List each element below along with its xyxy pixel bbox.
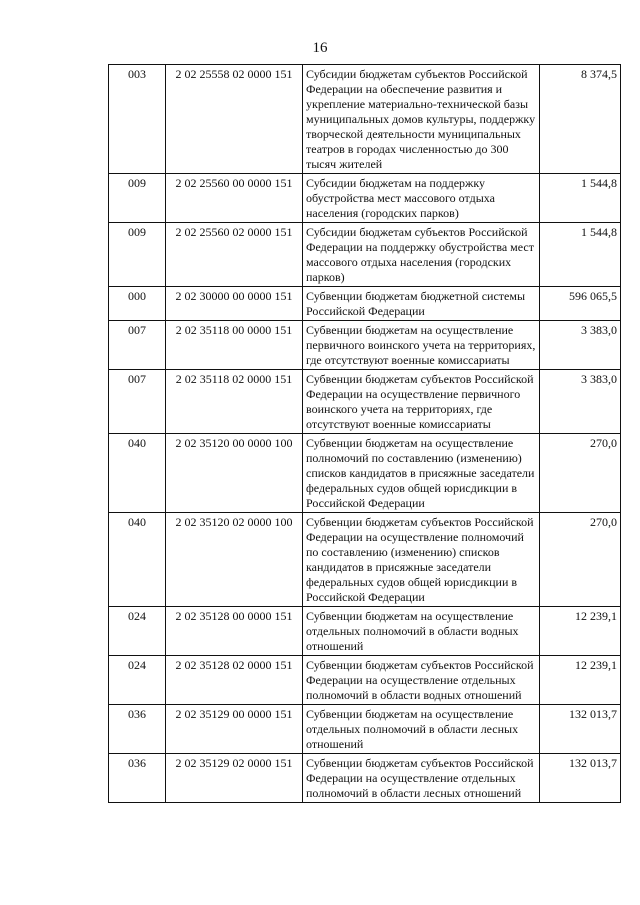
amount-cell: 3 383,0 bbox=[540, 370, 621, 434]
classification-code-cell: 2 02 35118 00 0000 151 bbox=[166, 321, 303, 370]
item-name-cell: Субвенции бюджетам на осуществление первичного воинского учета на территориях, где отсутствуют военные комиссариаты bbox=[303, 321, 540, 370]
table-row bbox=[109, 705, 621, 754]
classification-code-cell: 2 02 35128 02 0000 151 bbox=[166, 656, 303, 705]
amount-cell: 132 013,7 bbox=[540, 754, 621, 803]
amount-cell: 132 013,7 bbox=[540, 705, 621, 754]
item-name-cell: Субвенции бюджетам субъектов Российской Федерации на осуществление полномочий по составлению (изменению) списков кандидатов в присяжные заседатели федеральных судов общей юрисдикции в Российской Федерации bbox=[303, 513, 540, 607]
classification-code-cell: 2 02 25558 02 0000 151 bbox=[166, 65, 303, 174]
table-row bbox=[109, 174, 621, 223]
admin-code-cell: 024 bbox=[109, 656, 166, 705]
table-row bbox=[109, 513, 621, 607]
amount-cell: 596 065,5 bbox=[540, 287, 621, 321]
admin-code-cell: 009 bbox=[109, 174, 166, 223]
table-row bbox=[109, 65, 621, 174]
item-name-cell: Субвенции бюджетам субъектов Российской Федерации на осуществление первичного воинского учета на территориях, где отсутствуют военные комиссариаты bbox=[303, 370, 540, 434]
item-name-cell: Субвенции бюджетам бюджетной системы Российской Федерации bbox=[303, 287, 540, 321]
admin-code-cell: 007 bbox=[109, 370, 166, 434]
classification-code-cell: 2 02 25560 00 0000 151 bbox=[166, 174, 303, 223]
admin-code-cell: 009 bbox=[109, 223, 166, 287]
table-row bbox=[109, 656, 621, 705]
amount-cell: 270,0 bbox=[540, 434, 621, 513]
classification-code-cell: 2 02 35128 00 0000 151 bbox=[166, 607, 303, 656]
amount-cell: 1 544,8 bbox=[540, 223, 621, 287]
table-row bbox=[109, 223, 621, 287]
amount-cell: 270,0 bbox=[540, 513, 621, 607]
item-name-cell: Субвенции бюджетам субъектов Российской Федерации на осуществление отдельных полномочий в области лесных отношений bbox=[303, 754, 540, 803]
amount-cell: 3 383,0 bbox=[540, 321, 621, 370]
item-name-cell: Субсидии бюджетам субъектов Российской Федерации на обеспечение развития и укрепление материально-технической базы муниципальных домов культуры, поддержку творческой деятельности муниципальных театров в городах численностью до 300 тысяч жителей bbox=[303, 65, 540, 174]
admin-code-cell: 040 bbox=[109, 513, 166, 607]
classification-code-cell: 2 02 30000 00 0000 151 bbox=[166, 287, 303, 321]
admin-code-cell: 036 bbox=[109, 754, 166, 803]
amount-cell: 12 239,1 bbox=[540, 656, 621, 705]
item-name-cell: Субсидии бюджетам субъектов Российской Федерации на поддержку обустройства мест массового отдыха населения (городских парков) bbox=[303, 223, 540, 287]
item-name-cell: Субвенции бюджетам субъектов Российской Федерации на осуществление отдельных полномочий в области водных отношений bbox=[303, 656, 540, 705]
item-name-cell: Субвенции бюджетам на осуществление полномочий по составлению (изменению) списков кандидатов в присяжные заседатели федеральных судов общей юрисдикции в Российской Федерации bbox=[303, 434, 540, 513]
admin-code-cell: 000 bbox=[109, 287, 166, 321]
table-row bbox=[109, 321, 621, 370]
classification-code-cell: 2 02 35120 02 0000 100 bbox=[166, 513, 303, 607]
item-name-cell: Субсидии бюджетам на поддержку обустройства мест массового отдыха населения (городских парков) bbox=[303, 174, 540, 223]
table-row bbox=[109, 607, 621, 656]
classification-code-cell: 2 02 25560 02 0000 151 bbox=[166, 223, 303, 287]
table-row bbox=[109, 370, 621, 434]
classification-code-cell: 2 02 35129 02 0000 151 bbox=[166, 754, 303, 803]
classification-code-cell: 2 02 35129 00 0000 151 bbox=[166, 705, 303, 754]
budget-table bbox=[108, 64, 621, 803]
table-row bbox=[109, 434, 621, 513]
amount-cell: 12 239,1 bbox=[540, 607, 621, 656]
budget-table-body bbox=[109, 65, 621, 803]
admin-code-cell: 007 bbox=[109, 321, 166, 370]
admin-code-cell: 003 bbox=[109, 65, 166, 174]
page-number: 16 bbox=[312, 40, 328, 56]
table-row bbox=[109, 754, 621, 803]
admin-code-cell: 036 bbox=[109, 705, 166, 754]
amount-cell: 1 544,8 bbox=[540, 174, 621, 223]
classification-code-cell: 2 02 35120 00 0000 100 bbox=[166, 434, 303, 513]
table-row bbox=[109, 287, 621, 321]
item-name-cell: Субвенции бюджетам на осуществление отдельных полномочий в области водных отношений bbox=[303, 607, 540, 656]
admin-code-cell: 040 bbox=[109, 434, 166, 513]
classification-code-cell: 2 02 35118 02 0000 151 bbox=[166, 370, 303, 434]
admin-code-cell: 024 bbox=[109, 607, 166, 656]
item-name-cell: Субвенции бюджетам на осуществление отдельных полномочий в области лесных отношений bbox=[303, 705, 540, 754]
amount-cell: 8 374,5 bbox=[540, 65, 621, 174]
